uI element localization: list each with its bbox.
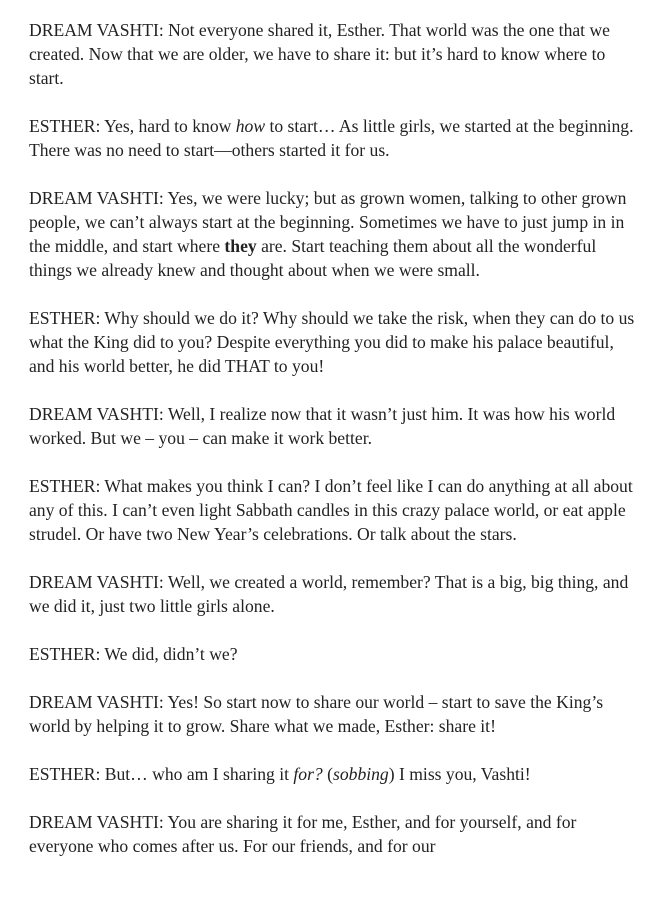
- dialogue-paragraph: [29, 114, 640, 162]
- paragraph-text: are. Start teaching them about all the wonderful things we already knew and thought about when we were small.: [29, 236, 597, 280]
- paragraph-text: DREAM VASHTI: Not everyone shared it, Esther. That world was the one that we created. Now that we are older, we have to share it: but it’s hard to know where to start.: [29, 20, 610, 88]
- paragraph-text: DREAM VASHTI: Well, I realize now that it wasn’t just him. It was how his world worked. But we – you – can make it work better.: [29, 404, 616, 448]
- paragraph-text: ESTHER: We did, didn’t we?: [29, 644, 238, 664]
- dialogue-paragraph: [29, 810, 640, 858]
- paragraph-text: ESTHER: What makes you think I can? I don’t feel like I can do anything at all about any of this. I can’t even light Sabbath candles in this crazy palace world, or eat apple strudel. Or have two New Year’s celebrations. Or talk about the stars.: [29, 476, 633, 544]
- dialogue-paragraph: [29, 402, 640, 450]
- dialogue-paragraph: [29, 642, 640, 666]
- paragraph-text: DREAM VASHTI: You are sharing it for me, Esther, and for yourself, and for everyone who comes after us. For our friends, and for our: [29, 812, 577, 856]
- paragraph-text: (: [322, 764, 333, 784]
- dialogue-paragraph: [29, 474, 640, 546]
- paragraph-text: ESTHER: But… who am I sharing it: [29, 764, 294, 784]
- paragraph-text: ) I miss you, Vashti!: [388, 764, 531, 784]
- italic-text: sobbing: [333, 764, 389, 784]
- italic-text: for?: [293, 764, 323, 784]
- paragraph-text: DREAM VASHTI: Yes! So start now to share our world – start to save the King’s world by helping it to grow. Share what we made, Esther: share it!: [29, 692, 604, 736]
- paragraph-text: DREAM VASHTI: Well, we created a world, remember? That is a big, big thing, and we did it, just two little girls alone.: [29, 572, 629, 616]
- document-body: [29, 18, 640, 858]
- paragraph-text: to start… As little girls, we started at the beginning. There was no need to start—others started it for us.: [29, 116, 634, 160]
- paragraph-text: ESTHER: Yes, hard to know: [29, 116, 236, 136]
- bold-text: they: [224, 236, 257, 256]
- dialogue-paragraph: [29, 18, 640, 90]
- italic-text: how: [235, 116, 266, 136]
- dialogue-paragraph: [29, 306, 640, 378]
- paragraph-text: ESTHER: Why should we do it? Why should we take the risk, when they can do to us what the King did to you? Despite everything you did to make his palace beautiful, and his world better, he did THAT to you!: [29, 308, 635, 376]
- dialogue-paragraph: [29, 570, 640, 618]
- paragraph-text: DREAM VASHTI: Yes, we were lucky; but as grown women, talking to other grown people, we can’t always start at the beginning. Sometimes we have to just jump in in the middle, and start where: [29, 188, 627, 256]
- dialogue-paragraph: [29, 762, 640, 786]
- dialogue-paragraph: [29, 690, 640, 738]
- dialogue-paragraph: [29, 186, 640, 282]
